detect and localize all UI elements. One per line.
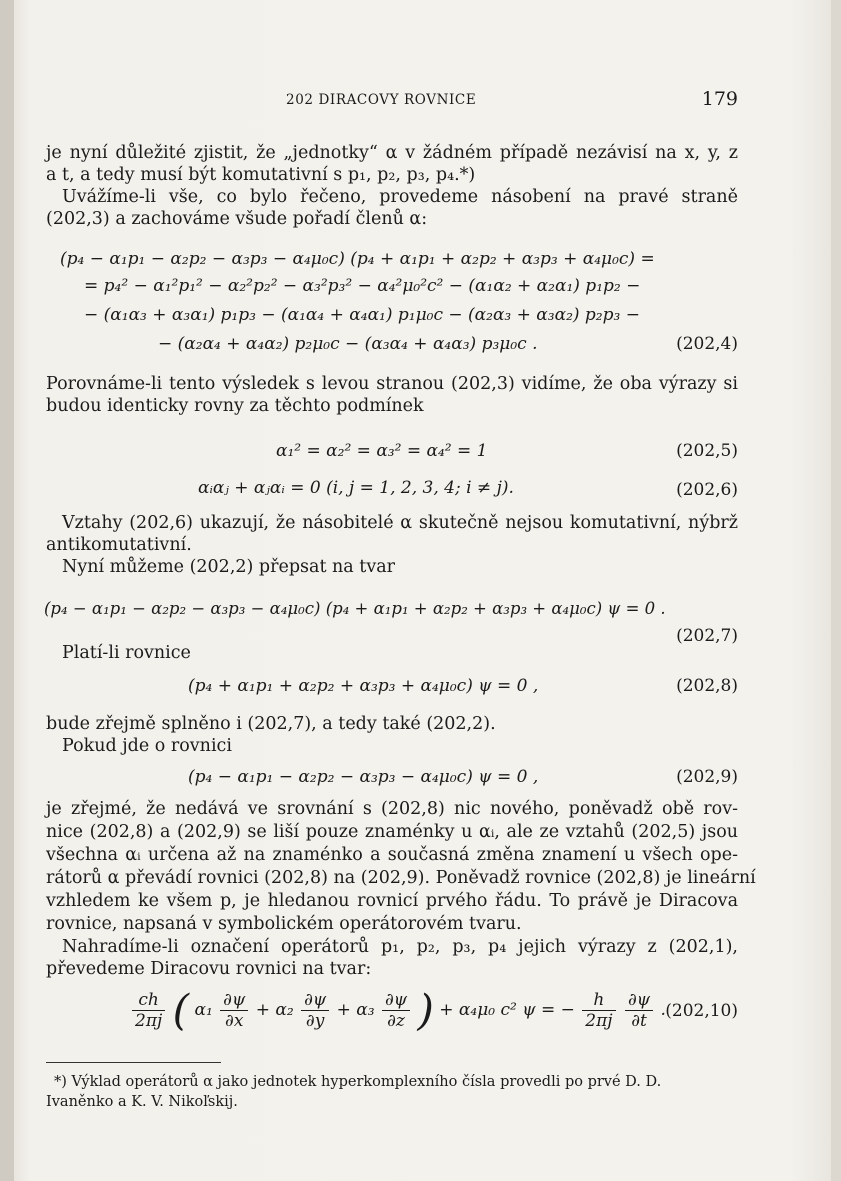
equation-202-4-line-1: (p₄ − α₁p₁ − α₂p₂ − α₃p₃ − α₄μ₀c) (p₄ + α₁p₁ + α₂p₂ + α₃p₃ + α₄μ₀c) = (60, 249, 655, 269)
equation-202-4-line-4: − (α₂α₄ + α₄α₂) p₂μ₀c − (α₃α₄ + α₄α₃) p₃μ₀c . (158, 334, 538, 354)
text-line: je nyní důležité zjistit, že „jednotky“ α v žádném případě nezávisí na x, y, z (46, 143, 738, 163)
equation-number-202-8: (202,8) (676, 676, 738, 696)
equation-202-9: (p₄ − α₁p₁ − α₂p₂ − α₃p₃ − α₄μ₀c) ψ = 0 , (188, 767, 539, 787)
fraction-dpsi-dz (382, 990, 410, 1031)
text-line: budou identicky rovny za těchto podmínek (46, 396, 424, 416)
equation-number-202-4: (202,4) (676, 334, 738, 354)
fraction-denominator: ∂t (631, 1011, 647, 1031)
fraction-dpsi-dy (301, 990, 329, 1031)
equation-number-202-10: (202,10) (665, 1001, 738, 1021)
equation-number-202-5: (202,5) (676, 441, 738, 461)
fraction-dpsi-dx (220, 990, 248, 1031)
equation-202-4-line-3: − (α₁α₃ + α₃α₁) p₁p₃ − (α₁α₄ + α₄α₁) p₁μ₀c − (α₂α₃ + α₃α₂) p₂p₃ − (84, 305, 640, 325)
equation-202-7: (p₄ − α₁p₁ − α₂p₂ − α₃p₃ − α₄μ₀c) (p₄ + α₁p₁ + α₂p₂ + α₃p₃ + α₄μ₀c) ψ = 0 . (44, 599, 666, 618)
fraction-denominator: 2πj (135, 1011, 163, 1031)
fraction-denominator: 2πj (585, 1011, 613, 1031)
equation-202-10 (130, 985, 666, 1035)
equation-number-202-7: (202,7) (676, 626, 738, 646)
text-line: Nyní můžeme (202,2) přepsat na tvar (62, 557, 396, 577)
fraction-dpsi-dt (625, 990, 653, 1031)
text-line: převedeme Diracovu rovnici na tvar: (46, 959, 372, 979)
text-line: a t, a tedy musí být komutativní s p₁, p₂, p₃, p₄.*) (46, 165, 476, 185)
page-binding-shadow (0, 0, 14, 1181)
running-head: 202 DIRACOVY ROVNICE (286, 92, 477, 108)
text-line: rovnice, napsaná v symbolickém operátorovém tvaru. (46, 914, 522, 934)
equation-202-5: α₁² = α₂² = α₃² = α₄² = 1 (276, 441, 488, 461)
text-line: nice (202,8) a (202,9) se liší pouze znaménky u αᵢ, ale ze vztahů (202,5) jsou (46, 822, 738, 842)
page-number: 179 (701, 88, 738, 110)
fraction-h-over-2pij (582, 990, 615, 1031)
equation-202-6: αᵢαⱼ + αⱼαᵢ = 0 (i, j = 1, 2, 3, 4; i ≠ j). (198, 478, 514, 498)
text-line: (202,3) a zachováme všude pořadí členů α: (46, 209, 428, 229)
fraction-numerator: h (582, 990, 615, 1011)
equation-middle-term: + α₄μ₀ c² ψ = − (439, 1000, 575, 1020)
text-line: antikomutativní. (46, 535, 192, 555)
text-line: Uvážíme-li vše, co bylo řečeno, provedeme násobení na pravé straně (62, 187, 738, 207)
fraction-numerator: ∂ψ (301, 990, 329, 1011)
fraction-numerator: ∂ψ (625, 990, 653, 1011)
fraction-numerator: ∂ψ (382, 990, 410, 1011)
page-body (44, 0, 756, 1181)
text-line: vzhledem ke všem p, je hledanou rovnicí prvého řádu. To právě je Diracova (46, 891, 738, 911)
fraction-numerator: ∂ψ (220, 990, 248, 1011)
right-parenthesis: ) (417, 985, 434, 1035)
equation-end-period: . (660, 1000, 666, 1020)
fraction-numerator: ch (132, 990, 165, 1011)
plus-alpha-2: + α₂ (255, 1000, 294, 1020)
footnote-line-1: *) Výklad operátorů α jako jednotek hyperkomplexního čísla provedli po prvé D. D. (54, 1074, 662, 1090)
fraction-denominator: ∂z (387, 1011, 405, 1031)
footnote-line-2: Ivaněnko a K. V. Nikoľskij. (46, 1094, 238, 1110)
text-line: bude zřejmě splněno i (202,7), a tedy také (202,2). (46, 714, 496, 734)
footnote-rule (46, 1062, 221, 1063)
text-line: Platí-li rovnice (62, 643, 191, 663)
text-line: Porovnáme-li tento výsledek s levou stranou (202,3) vidíme, že oba výrazy si (46, 374, 738, 394)
equation-number-202-9: (202,9) (676, 767, 738, 787)
page-edge (831, 0, 841, 1181)
fraction-denominator: ∂x (225, 1011, 244, 1031)
fraction-ch-over-2pij (132, 990, 165, 1031)
text-line: rátorů α převádí rovnici (202,8) na (202,9). Poněvadž rovnice (202,8) je lineární (46, 868, 756, 888)
text-line: všechna αᵢ určena až na znaménko a současná změna znamení u všech ope- (46, 845, 738, 865)
text-line: je zřejmé, že nedává ve srovnání s (202,8) nic nového, poněvadž obě rov- (46, 799, 738, 819)
left-parenthesis: ( (172, 985, 190, 1035)
equation-202-8: (p₄ + α₁p₁ + α₂p₂ + α₃p₃ + α₄μ₀c) ψ = 0 , (188, 676, 539, 696)
text-line: Pokud jde o rovnici (62, 736, 232, 756)
alpha-1: α₁ (194, 1000, 213, 1020)
equation-number-202-6: (202,6) (676, 480, 738, 500)
text-line: Vztahy (202,6) ukazují, že násobitelé α skutečně nejsou komutativní, nýbrž (62, 513, 738, 533)
plus-alpha-3: + α₃ (336, 1000, 375, 1020)
text-line: Nahradíme-li označení operátorů p₁, p₂, p₃, p₄ jejich výrazy z (202,1), (62, 937, 738, 957)
equation-202-4-line-2: = p₄² − α₁²p₁² − α₂²p₂² − α₃²p₃² − α₄²μ₀²c² − (α₁α₂ + α₂α₁) p₁p₂ − (84, 276, 641, 296)
fraction-denominator: ∂y (305, 1011, 325, 1031)
